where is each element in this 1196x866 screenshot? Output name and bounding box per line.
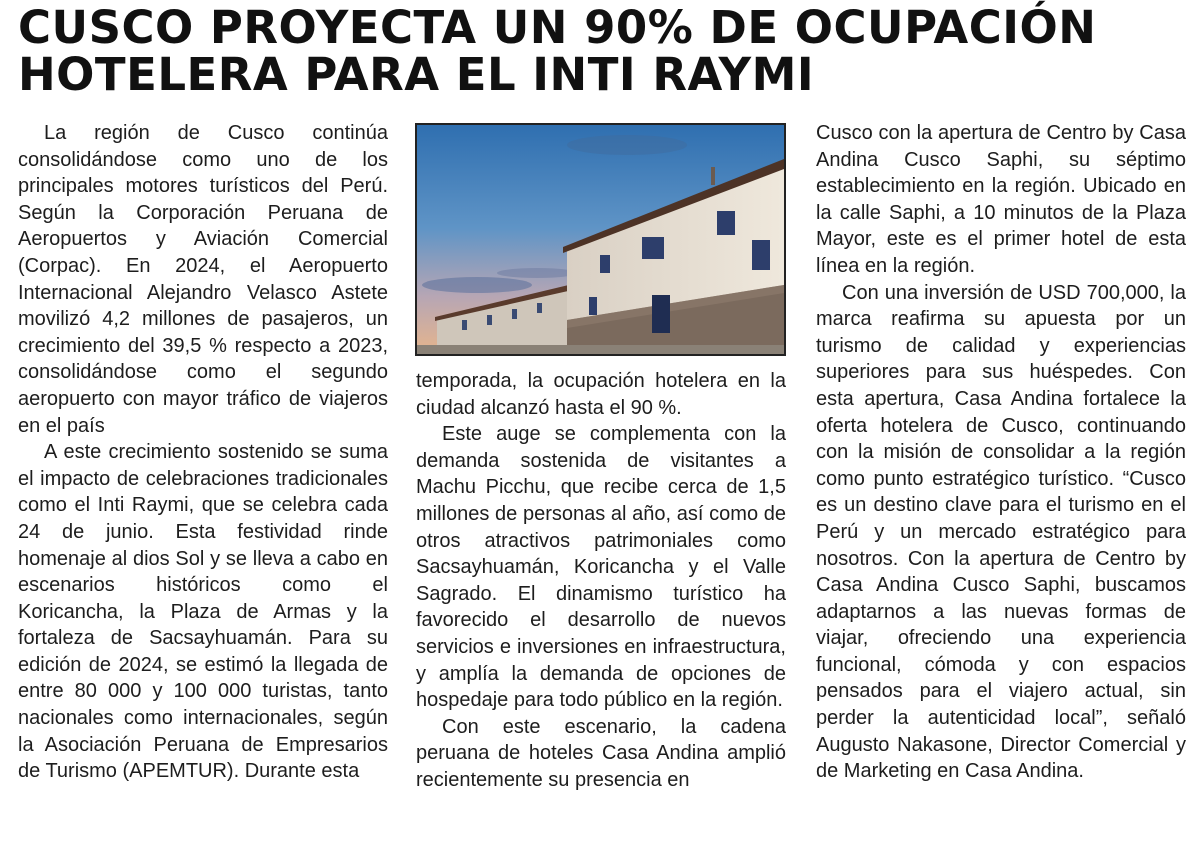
hotel-facade-photo: [415, 123, 786, 356]
paragraph: Cusco con la apertura de Centro by Casa Andina Cusco Saphi, su séptimo establecimiento en la región. Ubicado en la calle Saphi, a 10 minutos de la Plaza Mayor, este es el primer hotel de esta línea en la región.: [816, 122, 1186, 277]
article-column-1: [18, 120, 388, 785]
paragraph: A este crecimiento sostenido se suma el impacto de celebraciones tradicionales como el Inti Raymi, que se celebra cada 24 de junio. Esta festividad rinde homenaje al dios Sol y se lleva a cabo en escenarios históricos como el Koricancha, la Plaza de Armas y la fortaleza de Sacsayhuamán. Para su edición de 2024, se estimó la llegada de entre 80 000 y 100 000 turistas, tanto nacionales como internacionales, según la Asociación Peruana de Empresarios de Turismo (APEMTUR). Durante esta: [18, 441, 388, 783]
headline-line-1: CUSCO PROYECTA UN 90% DE OCUPACIÓN: [18, 1, 1097, 54]
article-column-3: [816, 120, 1186, 785]
paragraph: temporada, la ocupación hotelera en la ciudad alcanzó hasta el 90 %.: [416, 370, 786, 419]
paragraph: La región de Cusco continúa consolidándose como uno de los principales motores turísticos del Perú. Según la Corporación Peruana de Aeropuertos y Aviación Comercial (Corpac). En 2024, el Aeropuerto Internacional Alejandro Velasco Astete movilizó 4,2 millones de pasajeros, un crecimiento del 39,5 % respecto a 2023, consolidándose como el segundo aeropuerto con mayor tráfico de viajeros en el país: [18, 122, 388, 437]
article-headline: [18, 1, 1183, 101]
paragraph: Con este escenario, la cadena peruana de hoteles Casa Andina amplió recientemente su presencia en: [416, 715, 786, 791]
paragraph: Con una inversión de USD 700,000, la marca reafirma su apuesta por un turismo de calidad y experiencias superiores para sus huéspedes. Con esta apertura, Casa Andina fortalece la oferta hotelera de Cusco, continuando con la misión de consolidar a la región como punto estratégico turístico. “Cusco es un destino clave para el turismo en el Perú y un mercado estratégico para nosotros. Con la apertura de Centro by Casa Andina Cusco Saphi, buscamos adaptarnos a las nuevas formas de viajar, ofreciendo una experiencia funcional, cómoda y con espacios pensados para el viajero actual, sin perder la autenticidad local”, señaló Augusto Nakasone, Director Comercial y de Marketing en Casa Andina.: [816, 281, 1186, 783]
headline-line-2: HOTELERA PARA EL INTI RAYMI: [18, 48, 815, 101]
article-column-2: [416, 368, 786, 794]
paragraph: Este auge se complementa con la demanda sostenida de visitantes a Machu Picchu, que recibe cerca de 1,5 millones de personas al año, así como de otros atractivos patrimoniales como Sacsayhuamán, Koricancha y el Valle Sagrado. El dinamismo turístico ha favorecido el desarrollo de nuevos servicios e inversiones en infraestructura, y amplía la demanda de opciones de hospedaje para todo público en la región.: [416, 423, 786, 712]
